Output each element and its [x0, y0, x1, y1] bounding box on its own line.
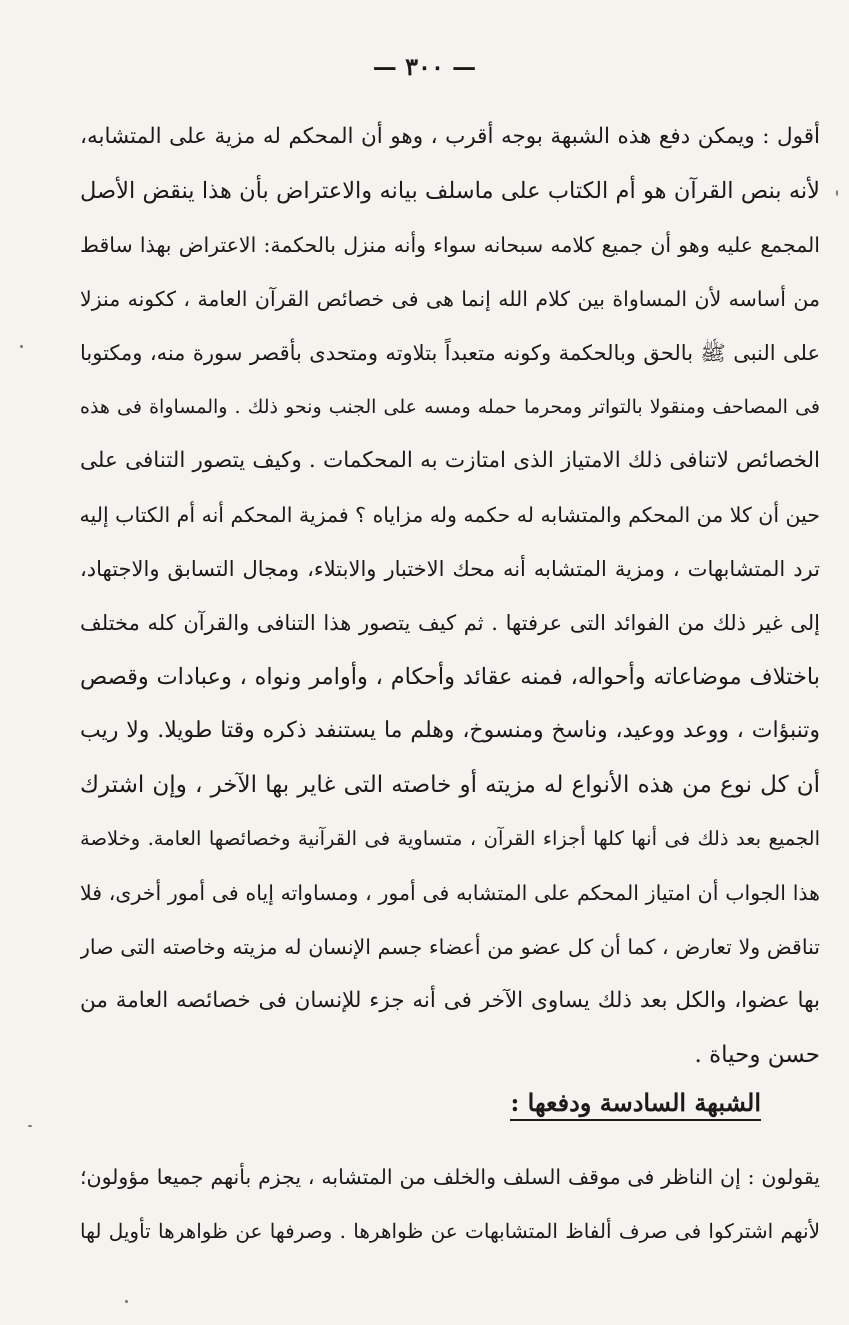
text-line: المجمع عليه وهو أن جميع كلامه سبحانه سواء وأنه منزل بالحكمة: الاعتراض بهذا ساقط: [80, 233, 820, 257]
section-heading-wrap: [510, 1088, 761, 1121]
scan-speck: [836, 190, 838, 196]
paragraph-section: [80, 1150, 820, 1258]
text-line: وتنبؤات ، ووعد ووعيد، وناسخ ومنسوخ، وهلم ما يستنفد ذكره وقتا طويلا. ولا ريب: [80, 718, 820, 743]
text-line: الجميع بعد ذلك فى أنها كلها أجزاء القرآن ، متساوية فى القرآنية وخصائصها العامة. وخلاصة: [80, 827, 820, 850]
text-line: هذا الجواب أن امتياز المحكم على المتشابه فى أمور ، ومساواته إياه فى أمور أخرى، فلا: [80, 881, 820, 905]
section-heading: الشبهة السادسة ودفعها :: [510, 1088, 761, 1121]
text-line: حين أن كلا من المحكم والمتشابه له حكمه وله مزاياه ؟ فمزية المحكم أنه أم الكتاب إليه: [80, 503, 820, 527]
text-line-last: حسن وحياة .: [694, 1042, 820, 1068]
text-line: لأنهم اشتركوا فى صرف ألفاظ المتشابهات عن ظواهرها . وصرفها عن ظواهرها تأويل لها: [80, 1219, 820, 1243]
scan-speck: [28, 1125, 32, 1127]
text-line: من أساسه لأن المساواة بين كلام الله إنما هى فى خصائص القرآن العامة ، ككونه منزلا: [80, 287, 820, 311]
text-line: باختلاف موضاعاته وأحواله، فمنه عقائد وأحكام ، وأوامر ونواه ، وعبادات وقصص: [80, 664, 820, 690]
text-line: إلى غير ذلك من الفوائد التى عرفتها . ثم كيف يتصور هذا التنافى والقرآن كله مختلف: [80, 611, 820, 635]
text-line: أقول : ويمكن دفع هذه الشبهة بوجه أقرب ، وهو أن المحكم له مزية على المتشابه،: [80, 124, 820, 149]
text-line: لأنه بنص القرآن هو أم الكتاب على ماسلف بيانه والاعتراض بأن هذا ينقض الأصل: [80, 178, 820, 204]
text-line: ترد المتشابهات ، ومزية المتشابه أنه محك الاختبار والابتلاء، ومجال التسابق والاجتهاد،: [80, 557, 820, 581]
text-line: يقولون : إن الناظر فى موقف السلف والخلف من المتشابه ، يجزم بأنهم جميعا مؤولون؛: [80, 1165, 820, 1189]
text-line: بها عضوا، والكل بعد ذلك يساوى الآخر فى أنه جزء للإنسان فى خصائصه العامة من: [80, 988, 820, 1013]
text-line: تناقض ولا تعارض ، كما أن كل عضو من أعضاء جسم الإنسان له مزيته وخاصته التى صار: [80, 935, 820, 959]
paragraph-main: [80, 110, 820, 1082]
scan-speck: [20, 345, 23, 348]
text-line: فى المصاحف ومنقولا بالتواتر ومحرما حمله ومسه على الجنب ونحو ذلك . والمساواة فى هذه: [80, 396, 820, 418]
text-line: على النبى ﷺ بالحق وبالحكمة وكونه متعبداً بتلاوته ومتحدى بأقصر سورة منه، ومكتوبا: [80, 341, 820, 365]
text-line: أن كل نوع من هذه الأنواع له مزيته أو خاصته التى غاير بها الآخر ، وإن اشترك: [80, 772, 820, 798]
text-line: الخصائص لاتنافى ذلك الامتياز الذى امتازت به المحكمات . وكيف يتصور التنافى على: [80, 448, 820, 473]
scan-speck: [125, 1300, 128, 1303]
page-number: — ٣٠٠ —: [372, 52, 477, 81]
